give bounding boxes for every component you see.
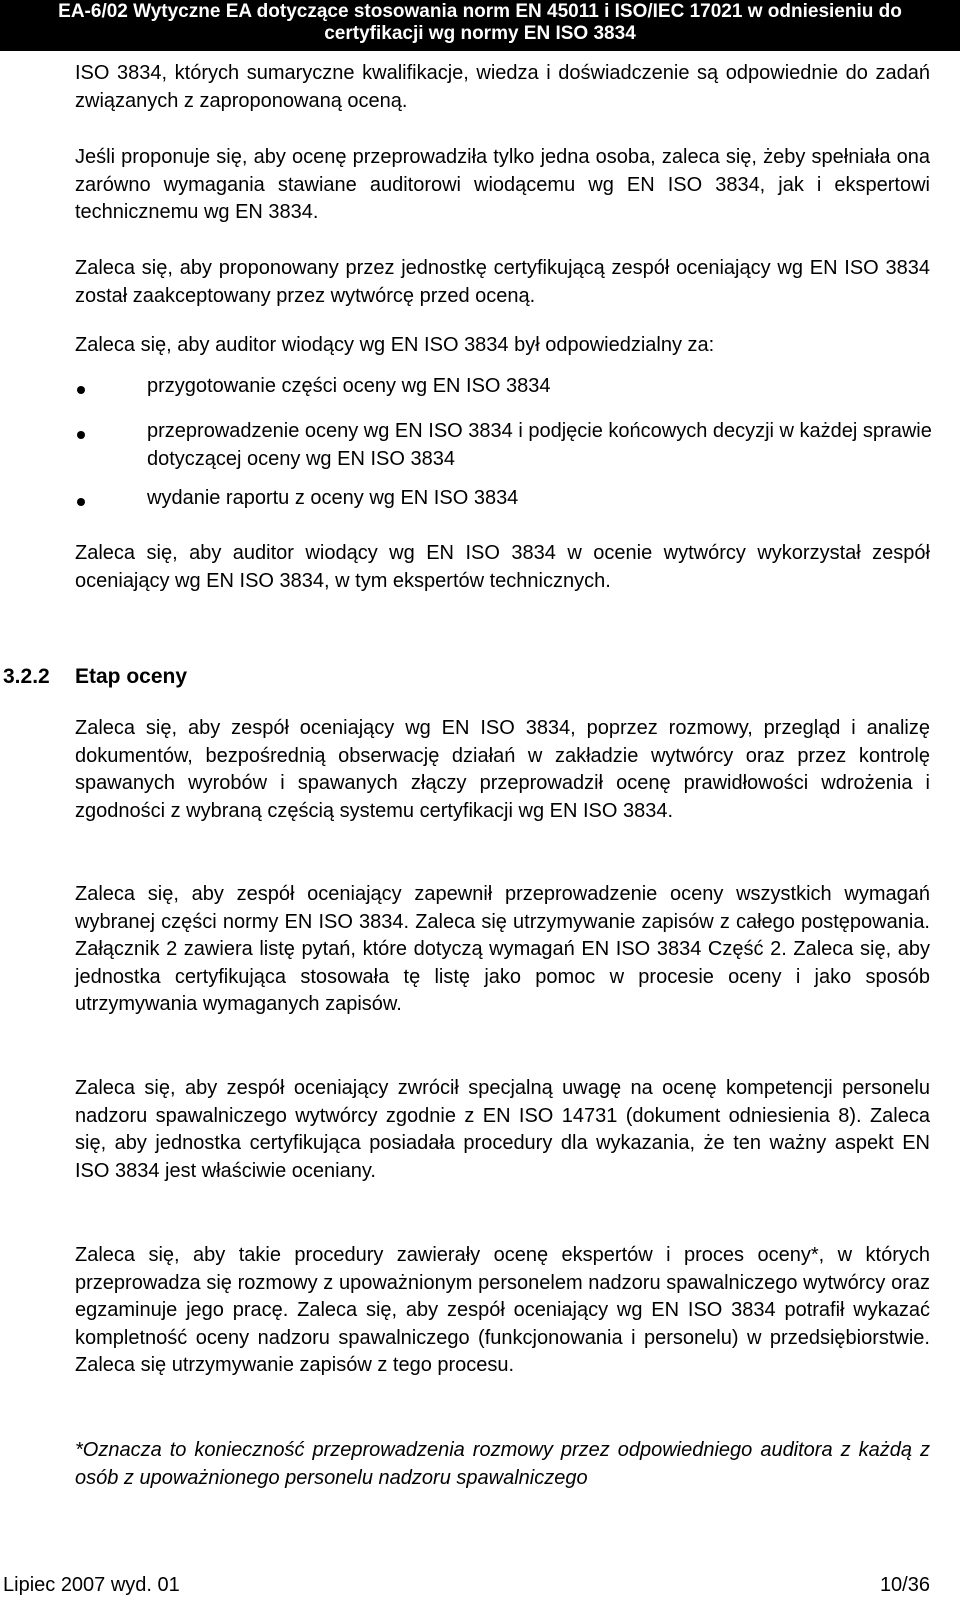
section-title: Etap oceny bbox=[75, 665, 188, 688]
paragraph-4: Zaleca się, aby auditor wiodący wg EN ISO 3834 był odpowiedzialny za: bbox=[75, 334, 715, 356]
paragraph-1: ISO 3834, których sumaryczne kwalifikacje, wiedza i doświadczenie są odpowiednie do zadań związanych z zaproponowaną oceną. bbox=[75, 62, 930, 112]
paragraph-2: Jeśli proponuje się, aby ocenę przeprowadziła tylko jedna osoba, zaleca się, żeby spełniała ona zarówno wymagania stawiane auditorowi wiodącemu wg EN ISO 3834, jak i ekspertowi technicznemu wg EN 3834. bbox=[75, 146, 930, 223]
paragraph-8: Zaleca się, aby zespół oceniający zwrócił specjalną uwagę na ocenę kompetencji personelu nadzoru spawalniczego wytwórcy zgodnie z EN ISO 14731 (dokument odniesienia 8). Zaleca się, aby jednostka certyfikująca posiadała procedury dla wykazania, że ten ważny aspekt EN ISO 3834 jest właściwie oceniany. bbox=[75, 1077, 930, 1182]
bullet-icon bbox=[77, 498, 85, 506]
paragraph-7: Zaleca się, aby zespół oceniający zapewnił przeprowadzenie oceny wszystkich wymagań wybranej części normy EN ISO 3834. Zaleca się utrzymywanie zapisów z całego postępowania. Załącznik 2 zawiera listę pytań, które dotyczą wymagań EN ISO 3834 Część 2. Zaleca się, aby jednostka certyfikująca stosowała tę listę jako pomoc w procesie oceny i jako sposób utrzymywania wymaganych zapisów. bbox=[75, 883, 930, 1015]
bullet-item-2: przeprowadzenie oceny wg EN ISO 3834 i podjęcie końcowych decyzji w każdej sprawie dotyczącej oceny wg EN ISO 3834 bbox=[147, 420, 932, 470]
paragraph-9: Zaleca się, aby takie procedury zawierały ocenę ekspertów i proces oceny*, w których przeprowadza się rozmowy z upoważnionym personelem nadzoru spawalniczego wytwórcy oraz egzaminuje jego pracę. Zaleca się, aby zespół oceniający wg EN ISO 3834 potrafił wykazać kompletność oceny nadzoru spawalniczego (funkcjonowania i personelu) w przedsiębiorstwie. Zaleca się utrzymywanie zapisów z tego procesu. bbox=[75, 1244, 930, 1376]
footnote: *Oznacza to konieczność przeprowadzenia rozmowy przez odpowiedniego auditora z każdą z osób z upoważnionego personelu nadzoru spawalniczego bbox=[75, 1439, 930, 1489]
section-number: 3.2.2 bbox=[3, 665, 50, 688]
bullet-icon bbox=[77, 386, 85, 394]
paragraph-6: Zaleca się, aby zespół oceniający wg EN ISO 3834, poprzez rozmowy, przegląd i analizę dokumentów, bezpośrednią obserwację działań w zakładzie wytwórcy oraz przez kontrolę spawanych wyrobów i spawanych złączy przeprowadził ocenę prawidłowości wdrożenia i zgodności z wybraną częścią systemu certyfikacji wg EN ISO 3834. bbox=[75, 717, 930, 822]
header-line-1: EA-6/02 Wytyczne EA dotyczące stosowania norm EN 45011 i ISO/IEC 17021 w odniesieniu do bbox=[58, 1, 902, 22]
document-header bbox=[0, 0, 960, 51]
bullet-item-3: wydanie raportu z oceny wg EN ISO 3834 bbox=[147, 487, 519, 509]
page-number: 10/36 bbox=[879, 1574, 930, 1596]
paragraph-5: Zaleca się, aby auditor wiodący wg EN ISO 3834 w ocenie wytwórcy wykorzystał zespół oceniający wg EN ISO 3834, w tym ekspertów technicznych. bbox=[75, 542, 930, 592]
paragraph-3: Zaleca się, aby proponowany przez jednostkę certyfikującą zespół oceniający wg EN ISO 3834 został zaakceptowany przez wytwórcę przed oceną. bbox=[75, 257, 930, 307]
bullet-item-1: przygotowanie części oceny wg EN ISO 3834 bbox=[147, 375, 551, 397]
bullet-icon bbox=[77, 431, 85, 439]
header-line-2: certyfikacji wg normy EN ISO 3834 bbox=[324, 23, 636, 44]
footer-date: Lipiec 2007 wyd. 01 bbox=[3, 1574, 180, 1596]
